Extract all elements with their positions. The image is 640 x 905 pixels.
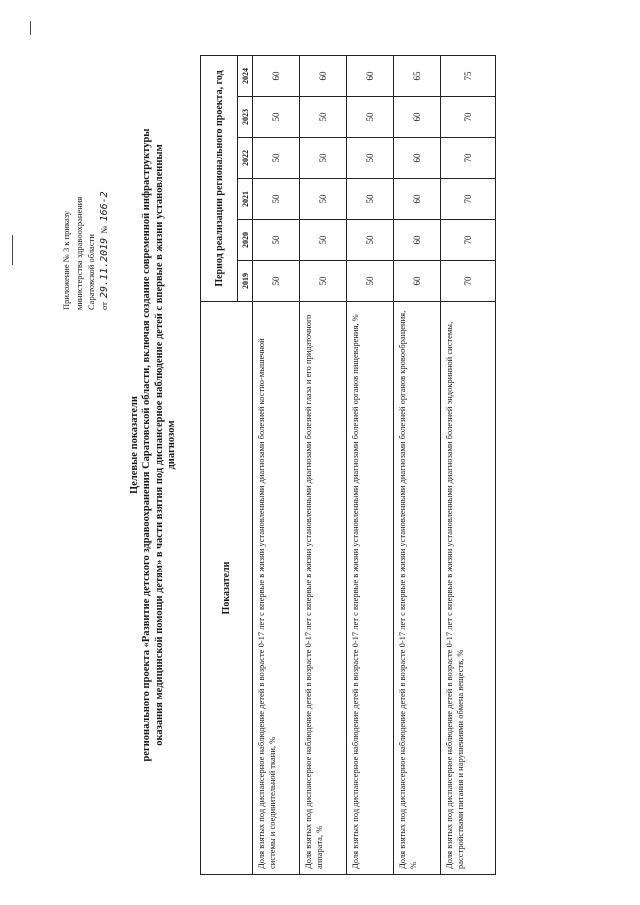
title-line-3: диагнозом	[166, 420, 177, 470]
value-cell: 70	[441, 261, 496, 302]
table-row	[253, 56, 300, 875]
value-cell: 50	[347, 220, 394, 261]
value-cell: 60	[394, 220, 441, 261]
value-cell: 60	[394, 138, 441, 179]
value-cell: 70	[441, 220, 496, 261]
value-cell: 50	[300, 220, 347, 261]
indicator-label: Доля взятых под диспансерное наблюдение детей в возрасте 0-17 лет с впервые в жизни установленными диагнозами болезней органов кровообращения, %	[394, 302, 441, 875]
value-cell: 50	[347, 97, 394, 138]
year-header: 2021	[238, 179, 253, 220]
table-row	[441, 56, 496, 875]
value-cell: 60	[394, 97, 441, 138]
year-header: 2019	[238, 261, 253, 302]
header-indicator: Показатели	[201, 302, 253, 875]
year-header: 2024	[238, 56, 253, 97]
value-cell: 60	[394, 179, 441, 220]
handwritten-number: 166-2	[98, 191, 110, 222]
value-cell: 50	[347, 138, 394, 179]
value-cell: 50	[253, 179, 300, 220]
scan-edge-mark	[30, 21, 31, 35]
value-cell: 50	[253, 97, 300, 138]
indicator-label: Доля взятых под диспансерное наблюдение детей в возрасте 0-17 лет с впервые в жизни установленными диагнозами болезней эндокринной системы, расстройствами питания и нарушениями обмена веществ, %	[441, 302, 496, 875]
number-prefix: №	[98, 225, 109, 234]
indicator-label: Доля взятых под диспансерное наблюдение детей в возрасте 0-17 лет с впервые в жизни установленными диагнозами болезней глаза и его придаточного аппарата, %	[300, 302, 347, 875]
table-row	[394, 56, 441, 875]
title-line-2: оказания медицинской помощи детям» в части взятия под диспансерное наблюдение детей с впервые в жизни установленным	[153, 144, 165, 746]
value-cell: 50	[347, 261, 394, 302]
value-cell: 60	[347, 56, 394, 97]
appendix-line-2: министерства здравоохранения	[73, 196, 84, 310]
table-row	[347, 56, 394, 875]
handwritten-date: 29.11.2019	[98, 237, 110, 299]
value-cell: 50	[300, 179, 347, 220]
value-cell: 50	[253, 220, 300, 261]
appendix-date-line	[98, 100, 112, 310]
value-cell: 50	[300, 97, 347, 138]
document-title	[128, 95, 179, 795]
value-cell: 60	[394, 261, 441, 302]
year-header: 2023	[238, 97, 253, 138]
indicator-label: Доля взятых под диспансерное наблюдение детей в возрасте 0-17 лет с впервые в жизни установленными диагнозами болезней костно-мышечной системы и соединительной ткани, %	[253, 302, 300, 875]
value-cell: 60	[300, 56, 347, 97]
value-cell: 50	[347, 179, 394, 220]
value-cell: 75	[441, 56, 496, 97]
value-cell: 50	[253, 261, 300, 302]
value-cell: 70	[441, 179, 496, 220]
header-period: Период реализации регионального проекта, год	[201, 56, 238, 302]
value-cell: 50	[300, 261, 347, 302]
scan-edge-mark	[12, 235, 13, 265]
year-header: 2022	[238, 138, 253, 179]
date-prefix: от	[98, 302, 109, 310]
appendix-line-1: Приложение № 3 к приказу	[61, 210, 71, 310]
value-cell: 70	[441, 97, 496, 138]
indicator-label: Доля взятых под диспансерное наблюдение детей в возрасте 0-17 лет с впервые в жизни установленными диагнозами болезней органов пищеварения, %	[347, 302, 394, 875]
title-line-1: регионального проекта «Развитие детского здравоохранения Саратовской области, включая создание современной инфраструктуры	[141, 128, 152, 762]
title-heading: Целевые показатели	[129, 396, 140, 494]
value-cell: 65	[394, 56, 441, 97]
appendix-header	[60, 100, 111, 310]
appendix-line-3: Саратовской области	[86, 234, 96, 310]
year-header: 2020	[238, 220, 253, 261]
indicators-table	[200, 55, 496, 875]
value-cell: 60	[253, 56, 300, 97]
value-cell: 70	[441, 138, 496, 179]
value-cell: 50	[300, 138, 347, 179]
table-row	[300, 56, 347, 875]
value-cell: 50	[253, 138, 300, 179]
